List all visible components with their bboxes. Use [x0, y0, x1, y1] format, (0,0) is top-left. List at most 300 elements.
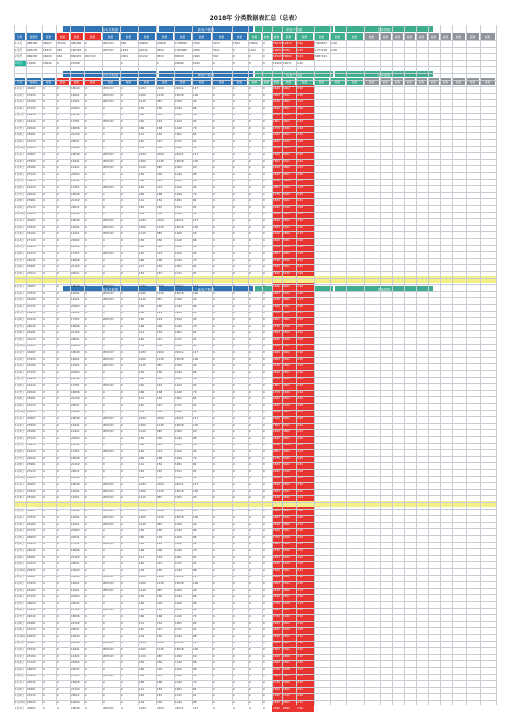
- table-cell: 0: [248, 606, 262, 613]
- table-cell: 0: [262, 653, 272, 660]
- table-cell: 1月5日: [14, 666, 26, 673]
- table-cell: 129: [156, 111, 174, 118]
- table-cell: 1月1日: [14, 639, 26, 646]
- table-cell: 0: [84, 527, 102, 534]
- table-cell: 0: [42, 92, 56, 99]
- table-cell: 0: [262, 633, 272, 640]
- table-cell: 0: [102, 408, 120, 415]
- table-cell: 1110: [138, 428, 156, 435]
- table-cell: 4.20: [296, 158, 314, 165]
- table-cell: 20402: [70, 593, 84, 600]
- table-cell: 1700: [272, 600, 282, 607]
- table-cell: 100: [192, 488, 212, 495]
- table-cell: 5001: [282, 369, 296, 376]
- table-cell: 0: [120, 455, 138, 462]
- table-cell: 21410: [26, 184, 42, 191]
- table-cell: 0: [56, 507, 70, 514]
- table-cell: 0: [102, 613, 120, 620]
- table-cell: 86: [192, 237, 212, 244]
- table-cell: 166: [138, 257, 156, 264]
- table-cell: 18040: [70, 507, 84, 514]
- table-cell: 1140: [174, 105, 192, 112]
- table-cell: 4.13: [296, 494, 314, 501]
- table-cell: 17451: [70, 606, 84, 613]
- table-cell: 1300: [174, 230, 192, 237]
- table-cell: 20011: [70, 204, 84, 211]
- table-cell: 21011: [174, 573, 192, 580]
- table-cell: 0: [248, 92, 262, 99]
- table-cell: 0: [232, 158, 248, 165]
- table-cell: 0: [42, 197, 56, 204]
- column-header: 数据: [232, 33, 248, 40]
- table-cell: 0: [84, 692, 102, 699]
- summary-cell: #DIV/0!: [102, 40, 120, 47]
- table-cell: 0: [56, 98, 70, 105]
- table-cell: 21410: [26, 316, 42, 323]
- table-cell: 0: [262, 164, 272, 171]
- table-cell: 4902: [282, 316, 296, 323]
- table-cell: 0: [102, 303, 120, 310]
- table-cell: 86: [192, 111, 212, 118]
- table-cell: 0: [56, 171, 70, 178]
- table-cell: 1311: [174, 560, 192, 567]
- table-cell: 167: [156, 402, 174, 409]
- table-cell: 168: [156, 125, 174, 132]
- table-cell: 0: [120, 626, 138, 633]
- table-cell: 1140: [174, 210, 192, 217]
- table-cell: 0: [248, 441, 262, 448]
- column-header: 数据: [440, 78, 452, 85]
- table-cell: 1月9日: [14, 626, 26, 633]
- table-cell: 0: [42, 395, 56, 402]
- table-cell: 0: [212, 633, 232, 640]
- column-header: 数据: [232, 78, 248, 85]
- table-cell: 0: [248, 191, 262, 198]
- table-cell: 43467: [26, 415, 42, 422]
- table-cell: 21410: [26, 672, 42, 679]
- table-cell: 22943: [26, 144, 42, 151]
- summary-cell: 1月份: [14, 47, 26, 54]
- table-cell: 0: [232, 389, 248, 396]
- table-cell: 0: [262, 184, 272, 191]
- table-cell: 1640: [272, 105, 282, 112]
- summary-cell: 3121: [212, 47, 232, 54]
- table-cell: 5001: [282, 593, 296, 600]
- table-cell: 1634: [272, 197, 282, 204]
- table-cell: 154: [156, 329, 174, 336]
- table-cell: 0: [84, 184, 102, 191]
- table-cell: 0: [84, 422, 102, 429]
- table-cell: 0: [232, 118, 248, 125]
- table-cell: 150: [138, 435, 156, 442]
- table-cell: 0: [248, 686, 262, 693]
- table-cell: 0: [212, 125, 232, 132]
- table-cell: 5402: [282, 197, 296, 204]
- table-cell: 0: [42, 606, 56, 613]
- table-cell: #DIV/0!: [102, 653, 120, 660]
- table-cell: 1月7日: [14, 257, 26, 264]
- summary-cell: 91044: [138, 47, 156, 54]
- table-cell: 5140: [282, 560, 296, 567]
- table-cell: 19440: [70, 144, 84, 151]
- table-cell: 1001: [174, 620, 192, 627]
- summary-cell: 46407: [42, 40, 56, 47]
- table-cell: 0: [56, 257, 70, 264]
- table-cell: 27143: [26, 659, 42, 666]
- table-cell: 0: [232, 705, 248, 712]
- summary-cell: 2月份: [14, 53, 26, 60]
- table-cell: 1200: [174, 441, 192, 448]
- table-cell: 1429: [272, 98, 282, 105]
- table-cell: 0: [102, 666, 120, 673]
- table-cell: 21102: [70, 686, 84, 693]
- table-cell: #DIV/0!: [102, 283, 120, 290]
- table-cell: 0: [262, 415, 272, 422]
- table-cell: 82: [192, 620, 212, 627]
- table-cell: 94: [192, 250, 212, 257]
- table-cell: 79: [192, 257, 212, 264]
- table-cell: 0: [232, 144, 248, 151]
- table-cell: 0: [84, 441, 102, 448]
- table-cell: 4.41: [296, 474, 314, 481]
- table-cell: 1311: [174, 626, 192, 633]
- table-cell: #DIV/0!: [102, 494, 120, 501]
- table-cell: 0: [232, 191, 248, 198]
- table-cell: 79: [192, 125, 212, 132]
- table-cell: 0: [84, 329, 102, 336]
- table-cell: 1月8日: [14, 620, 26, 627]
- table-cell: 21011: [174, 639, 192, 646]
- table-cell: 0: [212, 290, 232, 297]
- table-cell: 90: [192, 587, 212, 594]
- table-cell: 0: [56, 164, 70, 171]
- table-cell: 0: [248, 567, 262, 574]
- table-cell: 3.92: [296, 573, 314, 580]
- table-cell: 0: [84, 125, 102, 132]
- table-cell: 0: [262, 620, 272, 627]
- table-cell: 0: [84, 177, 102, 184]
- table-cell: 143: [156, 184, 174, 191]
- table-cell: 1801: [272, 382, 282, 389]
- table-cell: 0: [248, 151, 262, 158]
- column-header: 数据: [174, 33, 192, 40]
- table-cell: 4.61: [296, 395, 314, 402]
- table-cell: 79: [192, 613, 212, 620]
- column-header: 数据: [346, 33, 364, 40]
- table-cell: 0: [248, 389, 262, 396]
- table-cell: 0: [262, 98, 272, 105]
- table-cell: 1月2日: [14, 224, 26, 231]
- table-cell: 94: [192, 382, 212, 389]
- table-cell: 0: [232, 250, 248, 257]
- table-cell: 0: [248, 329, 262, 336]
- table-cell: 0: [84, 461, 102, 468]
- table-cell: 0: [212, 435, 232, 442]
- summary-row: [14, 40, 496, 47]
- table-cell: 1200: [174, 111, 192, 118]
- table-cell: 0: [232, 514, 248, 521]
- table-cell: 4.90: [296, 435, 314, 442]
- table-cell: 0: [248, 402, 262, 409]
- table-cell: 21011: [174, 705, 192, 712]
- table-cell: 4.23: [296, 177, 314, 184]
- table-cell: 5402: [282, 395, 296, 402]
- table-cell: 0: [248, 600, 262, 607]
- table-cell: 0: [42, 329, 56, 336]
- table-cell: 27943: [26, 92, 42, 99]
- table-cell: 0: [232, 422, 248, 429]
- table-cell: 0: [212, 375, 232, 382]
- table-cell: 23114: [26, 468, 42, 475]
- summary-row: [14, 47, 496, 54]
- table-cell: 0: [232, 316, 248, 323]
- table-cell: 4.33: [296, 118, 314, 125]
- table-cell: 86: [192, 177, 212, 184]
- summary-cell: 18374: [42, 47, 56, 54]
- table-cell: 0: [120, 547, 138, 554]
- summary-cell: 1777128: [314, 47, 330, 54]
- summary-cell: 0: [56, 60, 70, 67]
- column-header: 数据: [262, 78, 272, 85]
- table-cell: 0: [120, 600, 138, 607]
- table-cell: 1月7日: [14, 547, 26, 554]
- table-cell: 1102: [174, 250, 192, 257]
- table-cell: 156: [156, 369, 174, 376]
- table-cell: 0: [42, 151, 56, 158]
- table-cell: 0: [84, 92, 102, 99]
- table-cell: 0: [262, 646, 272, 653]
- table-cell: 0: [232, 686, 248, 693]
- table-cell: 0: [56, 600, 70, 607]
- table-cell: 4.20: [296, 92, 314, 99]
- summary-cell: 0: [262, 53, 272, 60]
- summary-cell: 0: [262, 40, 272, 47]
- table-cell: 166: [138, 547, 156, 554]
- table-cell: #DIV/0!: [102, 151, 120, 158]
- table-cell: 0: [120, 296, 138, 303]
- table-cell: 0: [262, 540, 272, 547]
- table-cell: 1640: [272, 705, 282, 712]
- table-cell: 1240: [174, 679, 192, 686]
- column-header: 数据: [272, 33, 282, 40]
- summary-cell: 963176: [26, 47, 42, 54]
- table-cell: 22041: [70, 375, 84, 382]
- table-cell: 0: [120, 204, 138, 211]
- table-cell: 0: [84, 653, 102, 660]
- table-cell: 18040: [70, 283, 84, 290]
- table-cell: 0: [56, 639, 70, 646]
- table-cell: 0: [42, 177, 56, 184]
- table-cell: 1429: [272, 521, 282, 528]
- table-cell: 1640: [272, 283, 282, 290]
- table-cell: 1630: [272, 567, 282, 574]
- table-cell: 1102: [174, 316, 192, 323]
- table-cell: 0: [120, 408, 138, 415]
- table-cell: 22943: [26, 633, 42, 640]
- table-cell: 0: [120, 474, 138, 481]
- table-cell: 1月9日: [14, 204, 26, 211]
- table-cell: 19441: [70, 158, 84, 165]
- table-cell: 134: [138, 342, 156, 349]
- table-cell: #DIV/0!: [102, 415, 120, 422]
- table-cell: 0: [120, 111, 138, 118]
- table-cell: 1200: [138, 646, 156, 653]
- table-cell: 1842: [272, 626, 282, 633]
- column-header: 数据: [364, 78, 380, 85]
- table-cell: 117: [192, 283, 212, 290]
- table-cell: 0: [248, 494, 262, 501]
- table-cell: #DIV/0!: [102, 98, 120, 105]
- table-cell: 1月5日: [14, 600, 26, 607]
- table-cell: 0: [212, 613, 232, 620]
- summary-cell: 7006872: [314, 40, 330, 47]
- table-cell: 0: [232, 587, 248, 594]
- table-cell: 0: [262, 573, 272, 580]
- table-cell: 1300: [174, 296, 192, 303]
- table-cell: 1月1日: [14, 217, 26, 224]
- table-cell: 0: [42, 560, 56, 567]
- table-cell: 0: [248, 422, 262, 429]
- table-cell: #DIV/0!: [102, 92, 120, 99]
- table-cell: 0: [56, 547, 70, 554]
- table-cell: 5140: [282, 468, 296, 475]
- table-cell: 0: [120, 164, 138, 171]
- table-cell: 0: [120, 441, 138, 448]
- table-cell: 150: [138, 659, 156, 666]
- table-cell: 17451: [70, 184, 84, 191]
- table-cell: 140: [138, 316, 156, 323]
- table-cell: 22044: [26, 679, 42, 686]
- table-cell: 19441: [70, 422, 84, 429]
- table-cell: 0: [232, 455, 248, 462]
- table-cell: 82: [192, 197, 212, 204]
- table-cell: 0: [232, 375, 248, 382]
- table-cell: 0: [248, 408, 262, 415]
- table-cell: 0: [232, 125, 248, 132]
- table-cell: 0: [120, 356, 138, 363]
- table-cell: 0: [56, 527, 70, 534]
- table-cell: 17451: [70, 540, 84, 547]
- table-cell: 0: [248, 428, 262, 435]
- column-header: 数据: [296, 33, 314, 40]
- table-cell: 154: [156, 263, 174, 270]
- table-cell: 1月7日: [14, 455, 26, 462]
- table-cell: 4902: [282, 382, 296, 389]
- table-cell: 6002: [282, 705, 296, 712]
- table-cell: 1月10日: [14, 210, 26, 217]
- table-cell: 0: [120, 666, 138, 673]
- table-cell: 1234: [138, 415, 156, 422]
- column-header: 数据: [156, 33, 174, 40]
- table-cell: 18006: [70, 191, 84, 198]
- table-cell: 0: [120, 613, 138, 620]
- table-cell: 27943: [26, 580, 42, 587]
- table-cell: 15018: [174, 514, 192, 521]
- column-header: 数据: [70, 78, 84, 85]
- table-cell: #DIV/0!: [102, 184, 120, 191]
- table-cell: 0: [102, 560, 120, 567]
- table-cell: 12421: [70, 587, 84, 594]
- table-cell: 0: [232, 435, 248, 442]
- table-cell: 2100: [156, 217, 174, 224]
- table-cell: 100: [192, 356, 212, 363]
- table-cell: 0: [232, 521, 248, 528]
- table-cell: 1月9日: [14, 270, 26, 277]
- table-cell: 1200: [138, 224, 156, 231]
- summary-cell: 8987212: [314, 53, 330, 60]
- table-cell: 23114: [26, 336, 42, 343]
- table-cell: 26950: [26, 111, 42, 118]
- table-cell: 181: [138, 468, 156, 475]
- table-cell: 111: [138, 263, 156, 270]
- table-cell: 0: [120, 329, 138, 336]
- column-header: 数据: [84, 33, 102, 40]
- table-cell: 4.23: [296, 534, 314, 541]
- table-cell: 19440: [70, 474, 84, 481]
- table-cell: 0: [232, 653, 248, 660]
- table-cell: 1102: [174, 606, 192, 613]
- table-cell: 0: [42, 659, 56, 666]
- table-cell: 0: [212, 336, 232, 343]
- table-cell: 2100: [156, 151, 174, 158]
- table-cell: 0: [262, 514, 272, 521]
- table-cell: 22041: [70, 177, 84, 184]
- summary-cell: [102, 60, 120, 67]
- table-cell: 140: [138, 672, 156, 679]
- table-cell: 1801: [272, 118, 282, 125]
- group-header: 基本总数据: [62, 70, 158, 78]
- table-cell: 0: [248, 613, 262, 620]
- table-cell: 0: [42, 494, 56, 501]
- table-cell: 0: [102, 441, 120, 448]
- column-header: 数据: [466, 33, 480, 40]
- table-cell: 0: [262, 329, 272, 336]
- table-cell: 0: [232, 593, 248, 600]
- table-cell: 0: [120, 98, 138, 105]
- table-cell: 1311: [174, 138, 192, 145]
- table-cell: 0: [248, 415, 262, 422]
- table-cell: 0: [232, 554, 248, 561]
- table-cell: 1730: [272, 125, 282, 132]
- table-cell: 0: [120, 633, 138, 640]
- table-cell: 0: [120, 118, 138, 125]
- table-cell: 129: [156, 243, 174, 250]
- summary-cell: 8672: [156, 53, 174, 60]
- table-cell: 1234: [138, 573, 156, 580]
- table-cell: 1月10日: [14, 633, 26, 640]
- table-cell: 150: [138, 105, 156, 112]
- summary-cell: 3.63: [296, 47, 314, 54]
- table-cell: 0: [42, 639, 56, 646]
- table-cell: 23114: [26, 402, 42, 409]
- table-cell: 0: [102, 633, 120, 640]
- table-cell: 150: [138, 527, 156, 534]
- table-cell: 4.61: [296, 461, 314, 468]
- table-cell: 1月8日: [14, 461, 26, 468]
- table-cell: 1634: [272, 686, 282, 693]
- table-cell: 0: [102, 699, 120, 706]
- table-cell: 79: [192, 323, 212, 330]
- table-cell: 0: [56, 389, 70, 396]
- table-cell: 0: [232, 105, 248, 112]
- table-cell: 117: [192, 507, 212, 514]
- table-cell: 1630: [272, 474, 282, 481]
- table-cell: 86: [192, 593, 212, 600]
- table-cell: 5402: [282, 620, 296, 627]
- table-cell: 0: [84, 105, 102, 112]
- table-cell: 0: [84, 309, 102, 316]
- table-cell: 0: [232, 329, 248, 336]
